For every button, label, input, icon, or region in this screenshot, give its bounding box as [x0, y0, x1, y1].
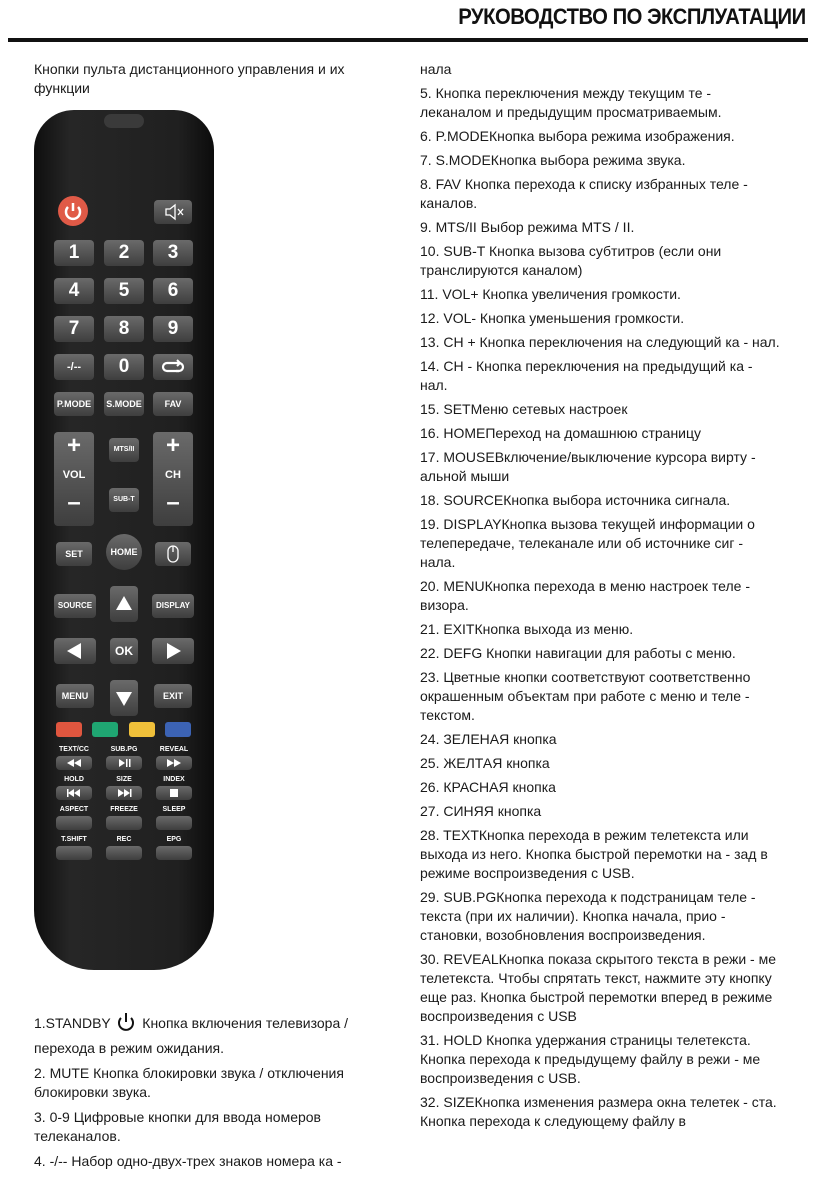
vol-label: VOL	[62, 469, 86, 481]
item-text-12: 16. HOMEПереход на домашнюю страницу	[420, 425, 702, 441]
remote-key-6: 6	[153, 278, 193, 304]
item-text-27: 31. HOLD Кнопка удержания страницы телетекста. Кнопка перехода к предыдущему файлу в режи - ме воспроизведения с USB.	[420, 1032, 761, 1086]
item-text-5: 9. MTS/II Выбор режима MTS / II.	[420, 219, 635, 235]
item-standby-label: 1.STANDBY	[34, 1015, 111, 1032]
item-text-19: 23. Цветные кнопки соответствуют соответственно окрашенным объектам при работе с меню и теле - текстом.	[420, 669, 751, 723]
item-text-25: 29. SUB.PGКнопка перехода к подстраницам теле - текста (при их наличии). Кнопка начала, прио - становки, возобновления воспроизведения.	[420, 889, 756, 943]
item-dash-label: 4. -/--	[34, 1153, 68, 1169]
item-digits	[34, 1108, 394, 1146]
nav-left-arrow-icon	[54, 638, 96, 664]
recall-icon	[153, 354, 193, 380]
blue-key	[165, 722, 191, 737]
freeze-key	[106, 816, 142, 830]
item-text-4: 8. FAV Кнопка перехода к списку избранных теле - каналов.	[420, 176, 748, 211]
label-freeze: FREEZE	[110, 806, 138, 813]
item-standby-text: Кнопка включения телевизора / перехода в режим ожидания.	[34, 1015, 349, 1056]
remote-key-3: 3	[153, 240, 193, 266]
nav-right-arrow-icon	[152, 638, 194, 664]
remote-key-2: 2	[104, 240, 144, 266]
play-pause-icon	[106, 756, 142, 770]
remote-key-0: 0	[104, 354, 144, 380]
item-text-11: 15. SETМеню сетевых настроек	[420, 401, 628, 417]
item-digits-label: 3. 0-9	[34, 1109, 70, 1125]
item-mute-text: Кнопка блокировки звука / отключения блокировки звука.	[34, 1065, 344, 1100]
ch-label: CH	[165, 469, 181, 481]
vol-minus-label: –	[67, 489, 81, 516]
item-text-16: 20. MENUКнопка перехода в меню настроек теле - визора.	[420, 578, 750, 613]
item-text-24: 28. TEXTКнопка перехода в режим телетекста или выхода из него. Кнопка быстрой перемотки на - зад в режиме воспроизведения с USB.	[420, 827, 768, 881]
remote-key-9: 9	[153, 316, 193, 342]
intro-text: Кнопки пульта дистанционного управления и их функции	[34, 61, 345, 96]
remote-control-image	[34, 110, 214, 970]
vol-plus-label: +	[66, 432, 81, 459]
item-mute-label: 2. MUTE	[34, 1065, 90, 1081]
item-text-22: 26. КРАСНАЯ кнопка	[420, 779, 556, 795]
previous-icon	[56, 786, 92, 800]
ch-minus-label: –	[166, 489, 180, 516]
nav-up-arrow-icon	[110, 586, 138, 622]
item-digits-text: Цифровые кнопки для ввода номеров телеканалов.	[34, 1109, 321, 1144]
aspect-key	[56, 816, 92, 830]
left-description-list	[34, 1010, 394, 1177]
item-text-23: 27. СИНЯЯ кнопка	[420, 803, 542, 819]
label-tshift: T.SHIFT	[61, 836, 87, 843]
sleep-key	[156, 816, 192, 830]
item-text-0: нала	[420, 61, 452, 77]
label-subpg: SUB.PG	[110, 746, 138, 753]
item-text-28: 32. SIZEКнопка изменения размера окна телетек - ста. Кнопка перехода к следующему файлу в	[420, 1094, 777, 1129]
remote-key-home: HOME	[106, 534, 142, 570]
item-text-17: 21. EXITКнопка выхода из меню.	[420, 621, 634, 637]
item-text-26: 30. REVEALКнопка показа скрытого текста в режи - ме телетекста. Чтобы спрятать текст, нажмите эту кнопку еще раз. Кнопка быстрой перемотки вперед в режиме воспроизведения с USB	[420, 951, 777, 1024]
remote-key-ch	[153, 432, 193, 526]
item-text-21: 25. ЖЕЛТАЯ кнопка	[420, 755, 550, 771]
label-index: INDEX	[163, 776, 185, 783]
remote-key-set: SET	[56, 542, 92, 566]
label-epg: EPG	[166, 836, 182, 843]
standby-icon	[114, 1010, 138, 1039]
label-rec: REC	[116, 836, 132, 843]
remote-top-notch	[104, 114, 144, 128]
rewind-icon	[56, 756, 92, 770]
item-text-2: 6. P.MODEКнопка выбора режима изображения.	[420, 128, 735, 144]
remote-key-source: SOURCE	[54, 594, 96, 618]
label-reveal: REVEAL	[159, 746, 189, 753]
item-mute	[34, 1064, 394, 1102]
item-dash	[34, 1152, 394, 1171]
remote-key-mts: MTS/II	[109, 438, 139, 462]
remote-key-1: 1	[54, 240, 94, 266]
red-key	[56, 722, 82, 737]
header-rule	[8, 38, 808, 42]
item-text-13: 17. MOUSEВключение/выключение курсора вирту - альной мыши	[420, 449, 756, 484]
remote-key-display: DISPLAY	[152, 594, 194, 618]
remote-key-pmode: P.MODE	[54, 392, 94, 416]
remote-key-8: 8	[104, 316, 144, 342]
remote-key-vol	[54, 432, 94, 526]
item-text-9: 13. CH + Кнопка переключения на следующий ка - нал.	[420, 334, 780, 350]
item-text-14: 18. SOURCEКнопка выбора источника сигнала.	[420, 492, 731, 508]
yellow-key	[129, 722, 155, 737]
tshift-key	[56, 846, 92, 860]
label-textcc: TEXT/CC	[59, 746, 89, 753]
page-header-title: РУКОВОДСТВО ПО ЭКСПЛУАТАЦИИ	[458, 4, 806, 29]
remote-key-4: 4	[54, 278, 94, 304]
nav-down-arrow-icon	[110, 680, 138, 716]
remote-key-smode: S.MODE	[104, 392, 144, 416]
rec-key	[106, 846, 142, 860]
item-dash-text: Набор одно-двух-трех знаков номера ка -	[67, 1153, 342, 1169]
label-aspect: ASPECT	[59, 806, 89, 813]
label-hold: HOLD	[64, 776, 84, 783]
power-icon	[58, 196, 88, 226]
remote-key-ok: OK	[110, 638, 138, 664]
epg-key	[156, 846, 192, 860]
item-text-6: 10. SUB-T Кнопка вызова субтитров (если они транслируются каналом)	[420, 243, 722, 278]
item-text-1: 5. Кнопка переключения между текущим те - леканалом и предыдущим просматриваемым.	[420, 85, 722, 120]
label-size: SIZE	[116, 776, 132, 783]
remote-key-5: 5	[104, 278, 144, 304]
fast-forward-icon	[156, 756, 192, 770]
green-key	[92, 722, 118, 737]
item-text-7: 11. VOL+ Кнопка увеличения громкости.	[420, 286, 681, 302]
item-text-10: 14. CH - Кнопка переключения на предыдущий ка - нал.	[420, 358, 753, 393]
item-text-20: 24. ЗЕЛЕНАЯ кнопка	[420, 731, 557, 747]
next-icon	[106, 786, 142, 800]
remote-key-digits: -/--	[54, 354, 94, 380]
mute-icon	[154, 200, 192, 224]
remote-key-menu: MENU	[56, 684, 94, 708]
stop-icon	[156, 786, 192, 800]
item-text-18: 22. DEFG Кнопки навигации для работы с меню.	[420, 645, 736, 661]
item-text-3: 7. S.MODEКнопка выбора режима звука.	[420, 152, 686, 168]
remote-key-fav: FAV	[153, 392, 193, 416]
item-text-15: 19. DISPLAYКнопка вызова текущей информации о телепередаче, телеканале или об источнике сиг - нала.	[420, 516, 755, 570]
label-sleep: SLEEP	[162, 806, 186, 813]
right-description-list	[420, 60, 780, 1136]
ch-plus-label: +	[165, 432, 180, 459]
item-text-8: 12. VOL- Кнопка уменьшения громкости.	[420, 310, 685, 326]
mouse-icon	[155, 542, 191, 566]
remote-key-exit: EXIT	[154, 684, 192, 708]
remote-key-7: 7	[54, 316, 94, 342]
item-standby	[34, 1010, 394, 1058]
remote-key-subt: SUB-T	[109, 488, 139, 512]
